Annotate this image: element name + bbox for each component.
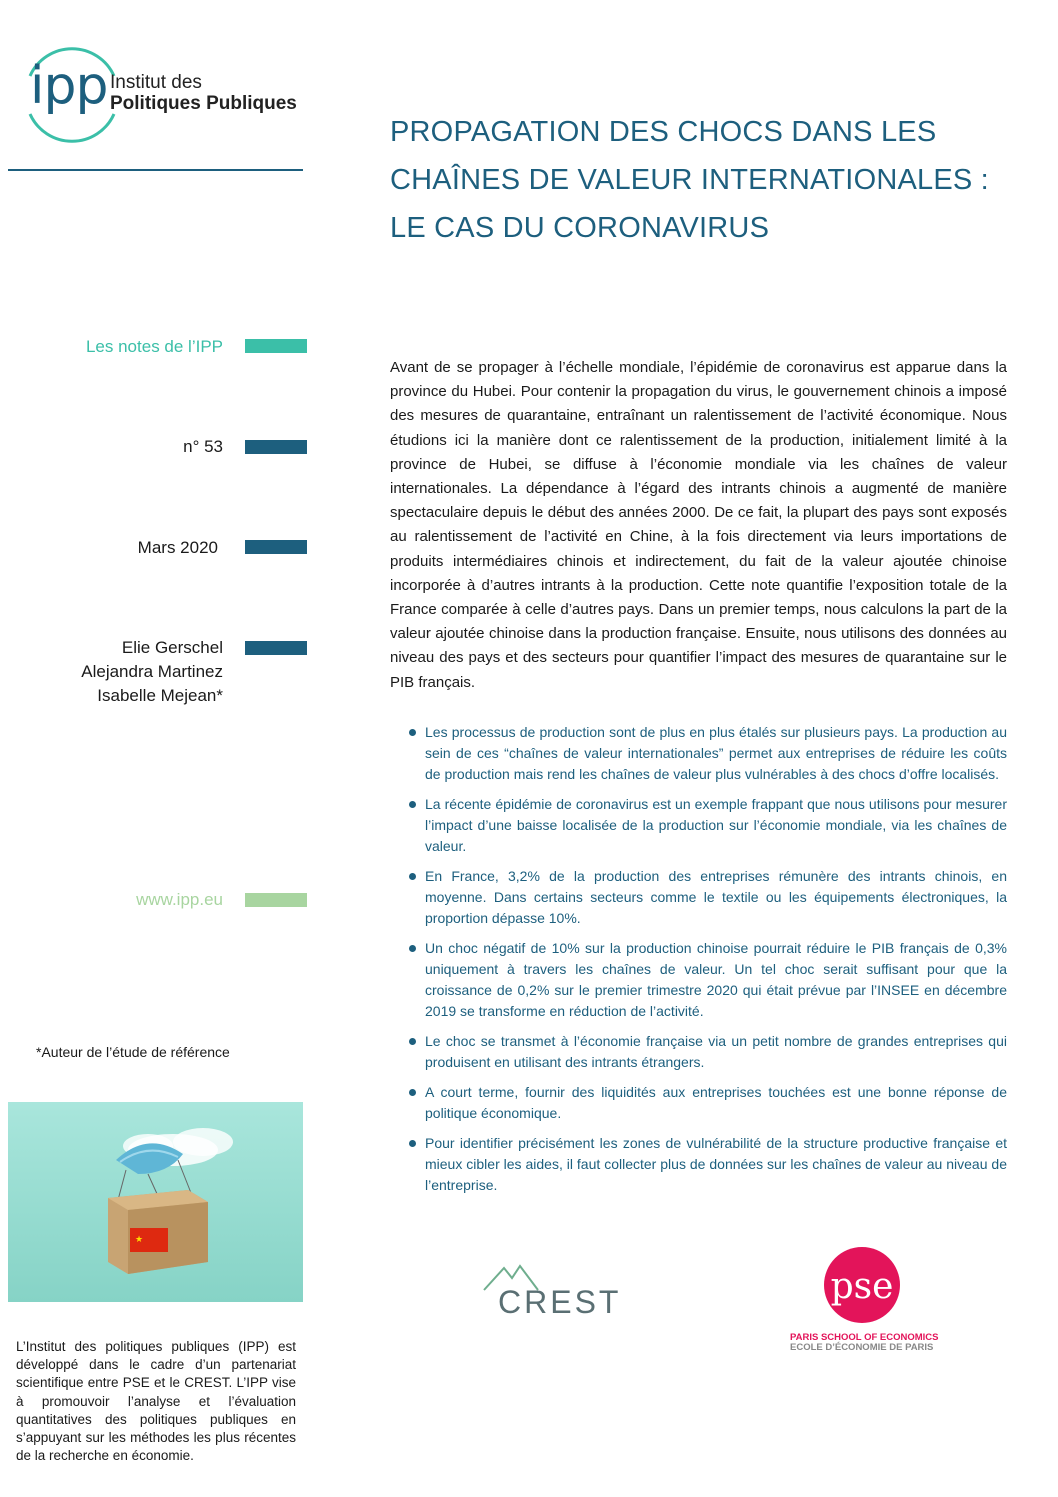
- pse-name-english: PARIS SCHOOL OF ECONOMICS: [790, 1332, 939, 1343]
- issue-bar: [245, 440, 307, 454]
- bullet-icon: [409, 1140, 416, 1147]
- key-points-list: [405, 722, 1007, 1205]
- title-line: CHAÎNES DE VALEUR INTERNATIONALES :: [390, 164, 989, 196]
- bullet-icon: [409, 801, 416, 808]
- bullet-icon: [409, 873, 416, 880]
- title-line: PROPAGATION DES CHOCS DANS LES: [390, 116, 937, 148]
- key-point: [405, 722, 1007, 785]
- key-point: [405, 1031, 1007, 1073]
- series-bar: [245, 339, 307, 353]
- ipp-description: L’Institut des politiques publiques (IPP) est développé dans le cadre d’un partenariat scientifique entre PSE et le CREST. L’IPP vise à promouvoir l’analyse et l’évaluation quantitatives des politiques publiques en s’appuyant sur les méthodes les plus récentes de la recherche en économie.: [16, 1339, 296, 1464]
- pse-name-french: ECOLE D’ÉCONOMIE DE PARIS: [790, 1342, 934, 1353]
- header-divider: [8, 169, 303, 171]
- key-point-text: Le choc se transmet à l’économie française via un petit nombre de grandes entreprises qui produisent en utilisant des intrants étrangers.: [425, 1033, 1007, 1070]
- publication-date: Mars 2020: [137, 538, 218, 557]
- date-bar: [245, 540, 307, 554]
- key-point: [405, 1133, 1007, 1196]
- ipp-logo: [22, 42, 312, 147]
- key-point-text: Un choc négatif de 10% sur la production chinoise pourrait réduire le PIB français de 0,3% uniquement à travers les chaînes de valeur. Un tel choc serait suffisant pour que la croissance de 0,2% sur le premier trimestre 2020 qui était prévue par l’INSEE en décembre 2019 se transforme en réduction de l’activité.: [425, 940, 1007, 1019]
- logo-name-line1: Institut des: [110, 72, 202, 93]
- abstract-paragraph: Avant de se propager à l’échelle mondiale, l’épidémie de coronavirus est apparue dans la province du Hubei. Pour contenir la propagation du virus, le gouvernement chinois a imposé des mesures de quarantaine, entraînant un ralentissement de l’activité économique. Nous étudions ici la manière dont ce ralentissement de la production, initialement limité à la province de Hubei, se diffuse à l’économie mondiale via les chaînes de valeur internationales. La dépendance à l’égard des intrants chinois a augmenté de manière spectaculaire depuis le début des années 2000. De ce fait, la plupart des pays sont exposés au ralentissement de l’activité en Chine, à la fois directement via leurs importations de produits intermédiaires chinois et indirectement, du fait de la valeur ajoutée chinoise incorporée à d’autres intrants à la production. Cette note quantifie l’exposition totale de la France comparée à celle d’autres pays. Dans un premier temps, nous calculons la part de la valeur ajoutée chinoise dans la production française. Ensuite, nous utilisons des données au niveau des pays et des secteurs pour quantifier l’impact des mesures de quarantaine sur le PIB français.: [390, 359, 1007, 691]
- key-point: [405, 794, 1007, 857]
- author-name: Elie Gerschel: [121, 638, 223, 657]
- series-label: Les notes de l’IPP: [85, 337, 223, 356]
- key-point-text: En France, 3,2% de la production des entreprises rémunère des intrants chinois, en moyenne. Dans certains secteurs comme le textile ou les équipements électroniques, la proportion dépasse 10%.: [425, 868, 1007, 926]
- parachute-box-illustration-icon: [8, 1102, 303, 1302]
- pse-circle-icon: [822, 1243, 902, 1331]
- bullet-icon: [409, 729, 416, 736]
- key-point: [405, 866, 1007, 929]
- crest-logo: [478, 1262, 622, 1337]
- key-point-text: Les processus de production sont de plus en plus étalés sur plusieurs pays. La production au sein de ces “chaînes de valeur internationales” permet aux entreprises de réduire les coûts de production mais rend les chaînes de valeur plus vulnérables à des chocs d’offre localisés.: [425, 724, 1007, 782]
- page-title: [390, 108, 1030, 252]
- author-name: Alejandra Martinez: [81, 662, 223, 681]
- website-bar: [245, 893, 307, 907]
- logo-name-line2: Politiques Publiques: [110, 93, 297, 114]
- logo-name: [110, 72, 297, 114]
- authors: [81, 636, 223, 708]
- bullet-icon: [409, 1089, 416, 1096]
- svg-text:★: ★: [135, 1235, 144, 1245]
- website-link[interactable]: www.ipp.eu: [136, 890, 223, 909]
- key-point-text: Pour identifier précisément les zones de vulnérabilité de la structure productive française et mieux cibler les aides, il faut collecter plus de données sur les chaînes de valeur au niveau de l’entreprise.: [425, 1135, 1007, 1193]
- pse-mark: pse: [830, 1266, 894, 1307]
- title-line: LE CAS DU CORONAVIRUS: [390, 212, 770, 244]
- crest-wordmark: CREST: [498, 1284, 622, 1320]
- key-point: [405, 1082, 1007, 1124]
- pse-logo: [790, 1243, 940, 1353]
- key-point: [405, 938, 1007, 1022]
- authors-bar: [245, 641, 307, 655]
- author-footnote: *Auteur de l’étude de référence: [36, 1044, 230, 1060]
- logo-mark: ipp: [30, 56, 108, 116]
- cover-illustration: [8, 1102, 303, 1302]
- bullet-icon: [409, 1038, 416, 1045]
- key-point-text: A court terme, fournir des liquidités aux entreprises touchées est une bonne réponse de politique économique.: [425, 1084, 1007, 1121]
- author-name: Isabelle Mejean*: [97, 686, 223, 705]
- key-point-text: La récente épidémie de coronavirus est un exemple frappant que nous utilisons pour mesurer l’impact d’une baisse localisée de la production sur l’économie mondiale, via les chaînes de valeur.: [425, 796, 1007, 854]
- bullet-icon: [409, 945, 416, 952]
- issue-number: n° 53: [183, 437, 223, 456]
